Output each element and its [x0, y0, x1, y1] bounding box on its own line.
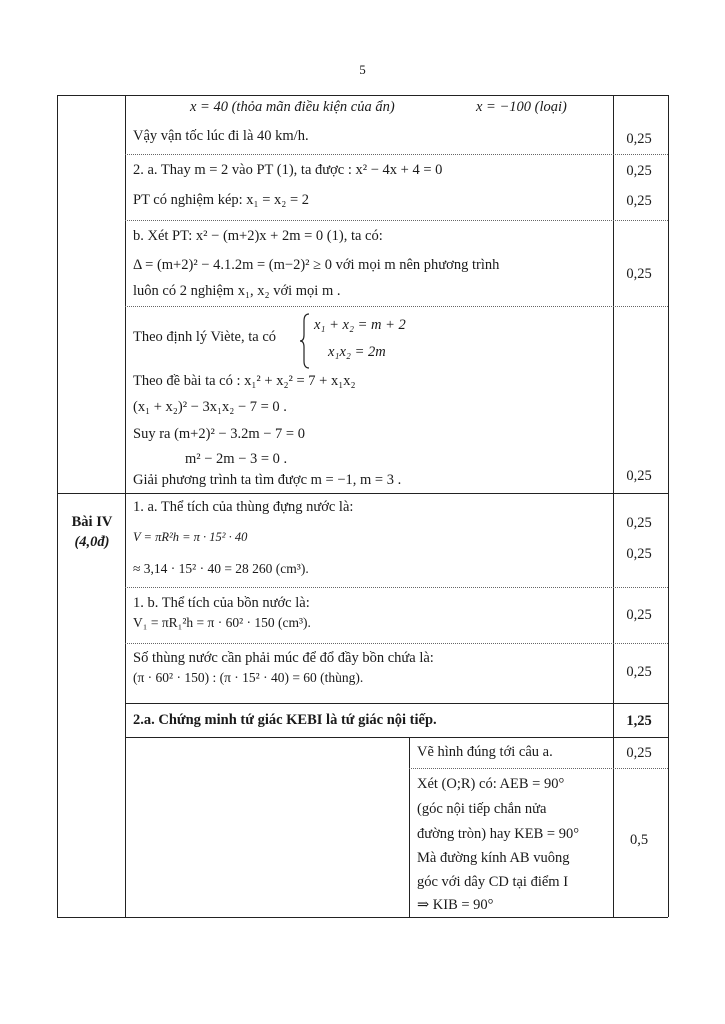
row-sep: [125, 154, 668, 155]
row4-line5: m² − 2m − 3 = 0 .: [185, 451, 288, 467]
row10-line3: đường tròn) hay KEB = 90°: [417, 826, 579, 842]
table-divider-1: [125, 95, 126, 917]
row10-line2: (góc nội tiếp chắn nửa: [417, 801, 547, 817]
row10-line6: ⇒ KIB = 90°: [417, 897, 494, 913]
row4-score: 0,25: [626, 468, 652, 484]
row1-line1b: x = −100 (loại): [476, 99, 567, 115]
row-sep: [125, 703, 668, 704]
row1-score: 0,25: [626, 131, 652, 147]
row7-line1: Số thùng nước cần phải múc để đổ đầy bồn chứa là:: [133, 650, 434, 666]
page-number: 5: [359, 62, 366, 77]
row2-line2: PT có nghiệm kép: x₁ = x₂ = 2: [133, 192, 310, 208]
row4-line4: Suy ra (m+2)² − 3.2m − 7 = 0: [133, 426, 305, 442]
row2-score2: 0,25: [626, 193, 652, 209]
row10-line4: Mà đường kính AB vuông: [417, 850, 570, 866]
row5-line3: ≈ 3,14 · 15² · 40 = 28 260 (cm³).: [133, 561, 309, 576]
viete-eq2: x₁x₂ = 2m: [328, 344, 386, 360]
table-bottom: [57, 917, 668, 918]
row6-line2: V₁ = πR₁²h = π · 60² · 150 (cm³).: [133, 615, 311, 630]
row-sep: [125, 306, 668, 307]
row5-score1: 0,25: [626, 515, 652, 531]
table-divider-2: [613, 95, 614, 917]
row-sep: [125, 587, 668, 588]
row-sep: [125, 220, 668, 221]
row1-line1a: x = 40 (thỏa mãn điều kiện của ẩn): [190, 99, 395, 115]
row8-title: 2.a. Chứng minh tứ giác KEBI là tứ giác nội tiếp.: [133, 712, 437, 728]
section-sep: [57, 493, 668, 494]
row-sep: [125, 737, 668, 738]
row2-line1: 2. a. Thay m = 2 vào PT (1), ta được : x² − 4x + 4 = 0: [133, 162, 443, 178]
table-border-left: [57, 95, 58, 917]
row7-score: 0,25: [626, 664, 652, 680]
table-divider-inner: [409, 737, 410, 917]
viete-eq1: x₁ + x₂ = m + 2: [314, 317, 406, 333]
row4-line3: (x₁ + x₂)² − 3x₁x₂ − 7 = 0 .: [133, 399, 287, 415]
row8-score: 1,25: [626, 713, 652, 729]
row4-line6: Giải phương trình ta tìm được m = −1, m = 3 .: [133, 472, 402, 488]
row3-line1: b. Xét PT: x² − (m+2)x + 2m = 0 (1), ta có:: [133, 228, 383, 244]
row10-line1: Xét (O;R) có: AEB = 90°: [417, 776, 565, 792]
row9-text: Vẽ hình đúng tới câu a.: [417, 744, 553, 760]
row3-line2: Δ = (m+2)² − 4.1.2m = (m−2)² ≥ 0 với mọi m nên phương trình: [133, 257, 500, 273]
row10-score: 0,5: [629, 832, 649, 848]
row-sep: [409, 768, 668, 769]
row6-line1: 1. b. Thể tích của bồn nước là:: [133, 595, 310, 611]
system-brace: [300, 313, 310, 369]
row-sep: [125, 643, 668, 644]
row9-score: 0,25: [626, 745, 652, 761]
row7-line2: (π · 60² · 150) : (π · 15² · 40) = 60 (thùng).: [133, 670, 364, 685]
row5-line2: V = πR²h = π · 15² · 40: [133, 530, 248, 544]
viete-label: Theo định lý Viète, ta có: [133, 329, 277, 345]
row3-score: 0,25: [626, 266, 652, 282]
table-top: [57, 95, 668, 96]
row1-line2: Vậy vận tốc lúc đi là 40 km/h.: [133, 128, 309, 144]
row2-score1: 0,25: [626, 163, 652, 179]
row3-line3: luôn có 2 nghiệm x₁, x₂ với mọi m .: [133, 283, 341, 299]
section-points: (4,0đ): [74, 534, 110, 550]
row5-line1: 1. a. Thể tích của thùng đựng nước là:: [133, 499, 354, 515]
row5-score2: 0,25: [626, 546, 652, 562]
row4-line2: Theo đề bài ta có : x₁² + x₂² = 7 + x₁x₂: [133, 373, 356, 389]
table-border-right: [668, 95, 669, 917]
section-title: Bài IV: [71, 514, 113, 530]
row6-score: 0,25: [626, 607, 652, 623]
row10-line5: góc với dây CD tại điểm I: [417, 874, 569, 890]
